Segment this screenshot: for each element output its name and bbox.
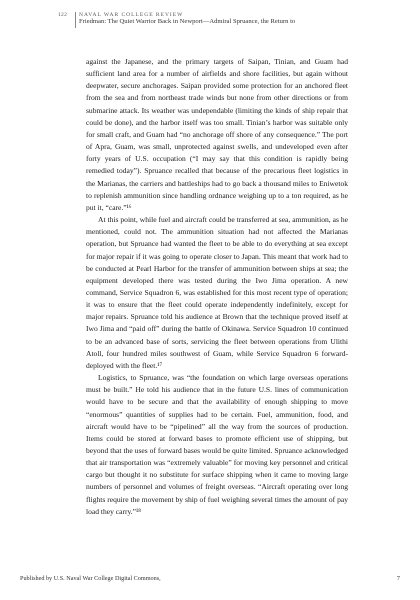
paragraph: against the Japanese, and the primary targets of Saipan, Tinian, and Guam had sufficient land area for a number of airfields and shore facilities, but again without deepwater, secure anchorages. Saipan provided some protection for an anchored fleet from the sea and from northeast trade winds but none from other directions or from submarine attack. Its weather was undependable (limiting the kinds of ship repair that could be done), and the harbor itself was too small. Tinian’s harbor was suitable only for small craft, and Guam had “no anchorage off shore of any consequence.” The port of Apra, Guam, was small, unprotected against swells, and undeveloped even after forty years of U.S. occupation (“I may say that this condition is rapidly being remedied today”). Spruance recalled that because of the precarious fleet logistics in the Marianas, the carriers and battleships had to go back a thousand miles to Eniwetok to replenish ammunition since handling ordnance weighing up to a ton required, as he put it, “care.”¹⁶ (86, 57, 348, 212)
footer-page-number: 7 (396, 575, 400, 582)
publisher-credit: Published by U.S. Naval War College Digital Commons, (20, 575, 161, 582)
header-divider (75, 12, 76, 28)
paragraph: At this point, while fuel and aircraft could be transferred at sea, ammunition, as he mentioned, could not. The ammunition situation had not affected the Marianas operation, but Spruance had wanted the fleet to be able to do everything at sea except for major repair if it was going to operate closer to Japan. This meant that work had to be conducted at Pearl Harbor for the transfer of ammunition between ships at sea; the equipment developed there was tested during the Iwo Jima operation. A new command, Service Squadron 6, was established for this most recent type of operation; it was to ensure that the fleet could operate independently indefinitely, except for major repairs. Spruance told his audience at Brown that the technique proved itself at Iwo Jima and “paid off” during the battle of Okinawa. Service Squadron 10 continued to be an advanced base of sorts, servicing the fleet between operations from Ulithi Atoll, four hundred miles southwest of Guam, while Service Squadron 6 forward-deployed with the fleet.¹⁷ (86, 215, 348, 370)
header-page-number: 122 (58, 12, 68, 18)
journal-name: NAVAL WAR COLLEGE REVIEW (79, 12, 184, 18)
running-title: Friedman: The Quiet Warrior Back in Newport—Admiral Spruance, the Return to (79, 18, 296, 25)
paragraph: Logistics, to Spruance, was “the foundation on which large overseas operations must be built.” He told his audience that in the future U.S. lines of communication would have to be secure and that the availability of enough shipping to move “enormous” quantities of supplies had to be certain. Fuel, ammunition, food, and aircraft would have to be “pipelined” all the way from the sources of production. Items could be stored at forward bases to promote efficient use of shipping, but beyond that the uses of forward bases would be quite limited. Spruance acknowledged that air transportation was “extremely valuable” for moving key personnel and critical cargo but thought it no substitute for surface shipping when it came to moving large numbers of personnel and volumes of freight overseas. “Aircraft operating over long flights require the movement by ship of fuel weighing several times the amount of pay load they carry.”¹⁸ (86, 373, 348, 516)
article-body (86, 56, 348, 518)
page-footer (20, 575, 400, 587)
